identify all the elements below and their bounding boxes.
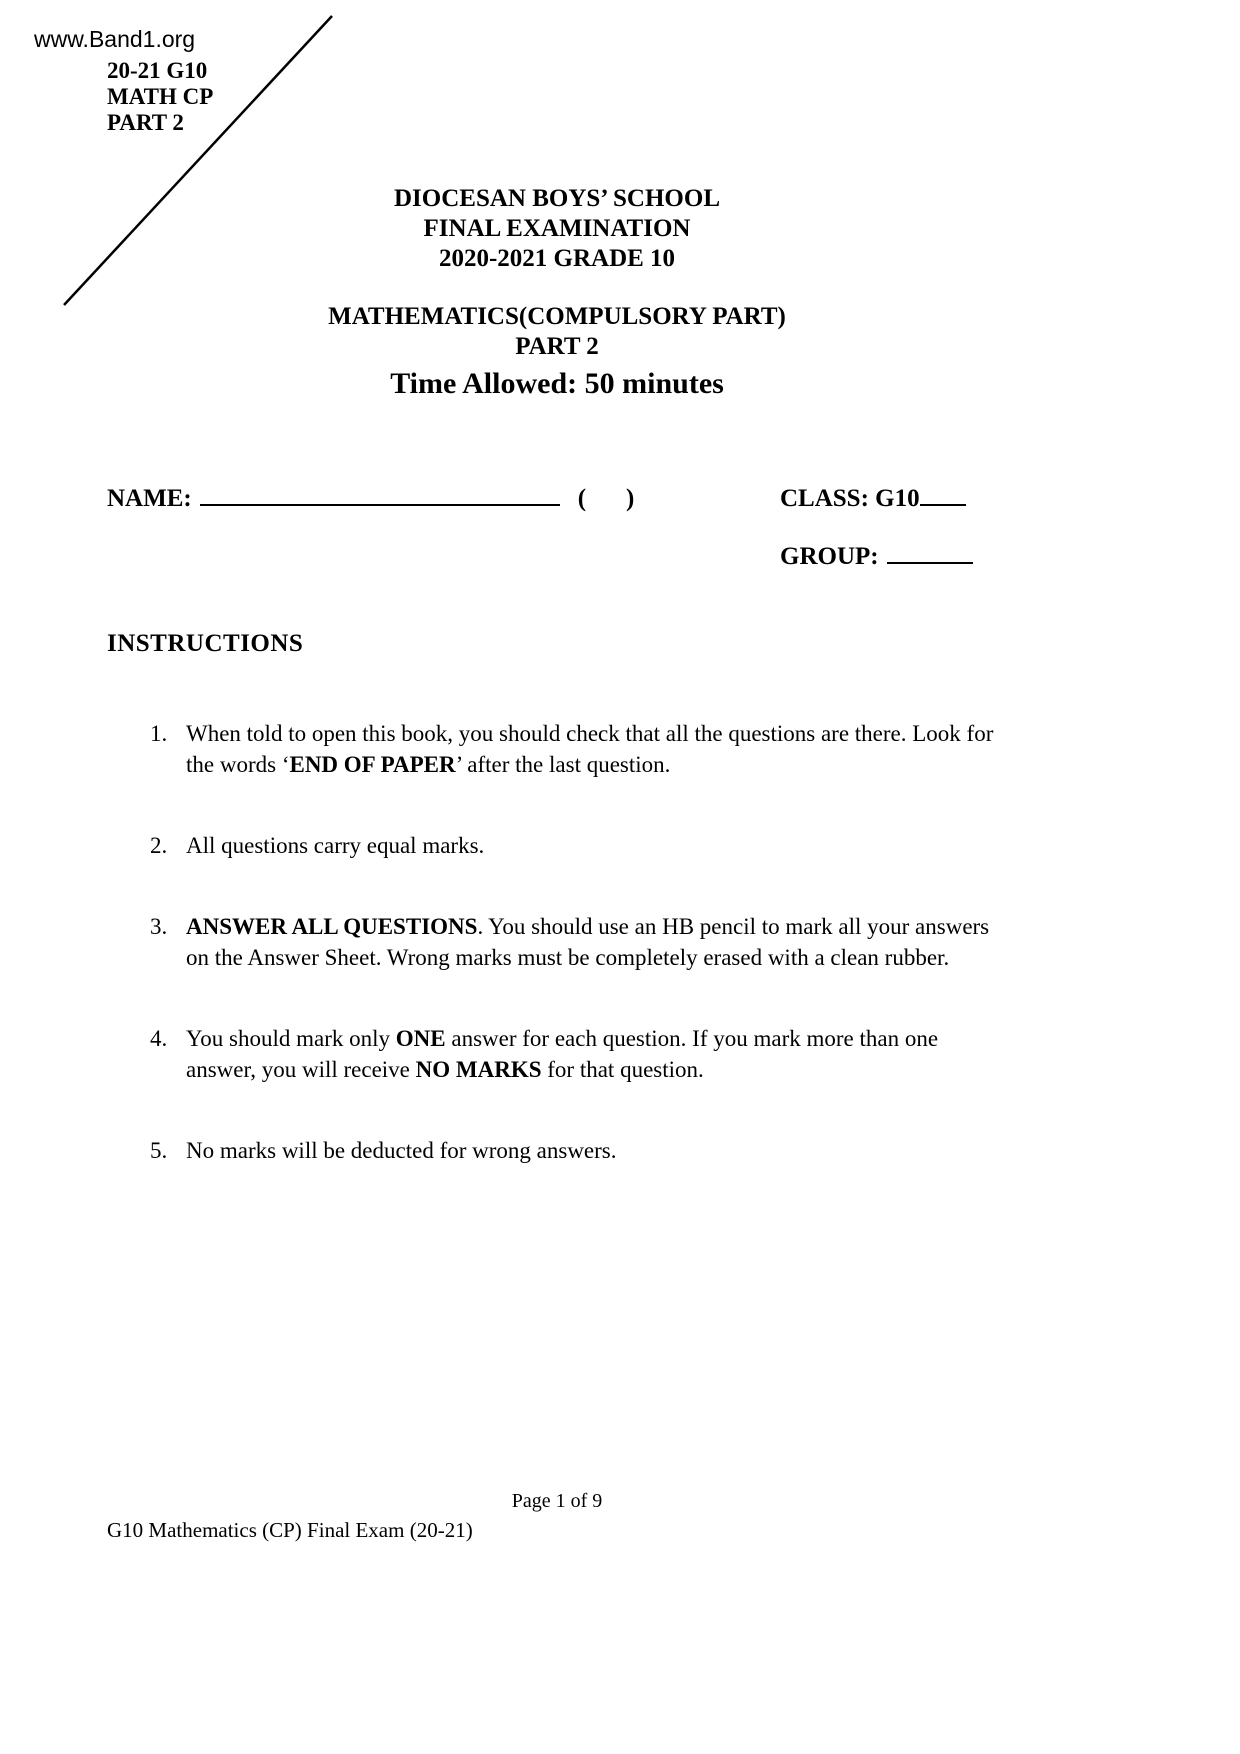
class-blank-line bbox=[920, 480, 966, 506]
instruction-segment: When told to open this book, you should check that all the questions are there. Look for the words ‘ bbox=[186, 721, 994, 777]
group-blank-line bbox=[887, 538, 973, 564]
instruction-segment: ’ after the last question. bbox=[455, 752, 671, 777]
instruction-text bbox=[186, 718, 1005, 780]
class-number-paren-open: ( bbox=[577, 485, 587, 512]
instruction-number: 2. bbox=[150, 833, 168, 858]
subject-part: PART 2 bbox=[515, 333, 599, 360]
instruction-item bbox=[150, 1023, 1005, 1085]
instruction-item bbox=[150, 718, 1005, 780]
instruction-text bbox=[186, 911, 1005, 973]
instruction-segment: . You should use an HB pencil to mark all your answers on the Answer Sheet. Wrong marks must be completely erased with a clean rubber. bbox=[186, 914, 990, 970]
class-number-paren-close: ) bbox=[626, 485, 635, 512]
subject-title: MATHEMATICS(COMPULSORY PART) bbox=[328, 303, 786, 330]
instruction-segment-bold: ONE bbox=[395, 1026, 446, 1051]
instruction-item bbox=[150, 830, 1005, 861]
instruction-item bbox=[150, 911, 1005, 973]
instruction-segment: for that question. bbox=[541, 1057, 704, 1082]
instruction-segment-bold: END OF PAPER bbox=[289, 752, 456, 777]
instruction-number: 1. bbox=[150, 721, 168, 746]
class-label: CLASS: G10 bbox=[780, 485, 920, 512]
page-number: Page 1 of 9 bbox=[511, 1490, 603, 1512]
instruction-number: 4. bbox=[150, 1026, 168, 1051]
instruction-number: 5. bbox=[150, 1138, 168, 1163]
instruction-item bbox=[150, 1135, 1005, 1166]
instructions-list bbox=[150, 718, 1005, 1216]
instruction-number: 3. bbox=[150, 914, 168, 939]
group-row bbox=[780, 538, 973, 571]
instruction-segment: All questions carry equal marks. bbox=[186, 833, 485, 858]
watermark-url: www.Band1.org bbox=[34, 26, 196, 52]
corner-line-part: PART 2 bbox=[107, 110, 184, 135]
corner-line-subject: MATH CP bbox=[107, 84, 214, 109]
instruction-segment-bold: NO MARKS bbox=[415, 1057, 542, 1082]
instruction-text bbox=[186, 1023, 1005, 1085]
time-allowed: Time Allowed: 50 minutes bbox=[390, 367, 724, 400]
name-blank-line bbox=[200, 480, 560, 506]
instruction-text bbox=[186, 1135, 1005, 1166]
exam-grade: 2020-2021 GRADE 10 bbox=[438, 245, 676, 272]
instruction-segment: answer for each question. If you mark more than one answer, you will receive bbox=[186, 1026, 939, 1082]
instruction-segment: No marks will be deducted for wrong answers. bbox=[186, 1138, 617, 1163]
school-name: DIOCESAN BOYS’ SCHOOL bbox=[394, 185, 720, 212]
group-label: GROUP: bbox=[780, 543, 879, 570]
document-footer-title: G10 Mathematics (CP) Final Exam (20-21) bbox=[107, 1518, 473, 1542]
name-label: NAME: bbox=[107, 485, 192, 512]
corner-line-year: 20-21 G10 bbox=[107, 58, 208, 83]
instruction-text bbox=[186, 830, 1005, 861]
instruction-segment: You should mark only bbox=[186, 1026, 396, 1051]
instructions-heading: INSTRUCTIONS bbox=[107, 630, 304, 657]
header-spacer bbox=[107, 274, 1007, 302]
instruction-segment-bold: ANSWER ALL QUESTIONS bbox=[186, 914, 478, 939]
exam-header bbox=[107, 184, 1007, 402]
class-row bbox=[780, 480, 966, 513]
exam-title: FINAL EXAMINATION bbox=[423, 215, 691, 242]
